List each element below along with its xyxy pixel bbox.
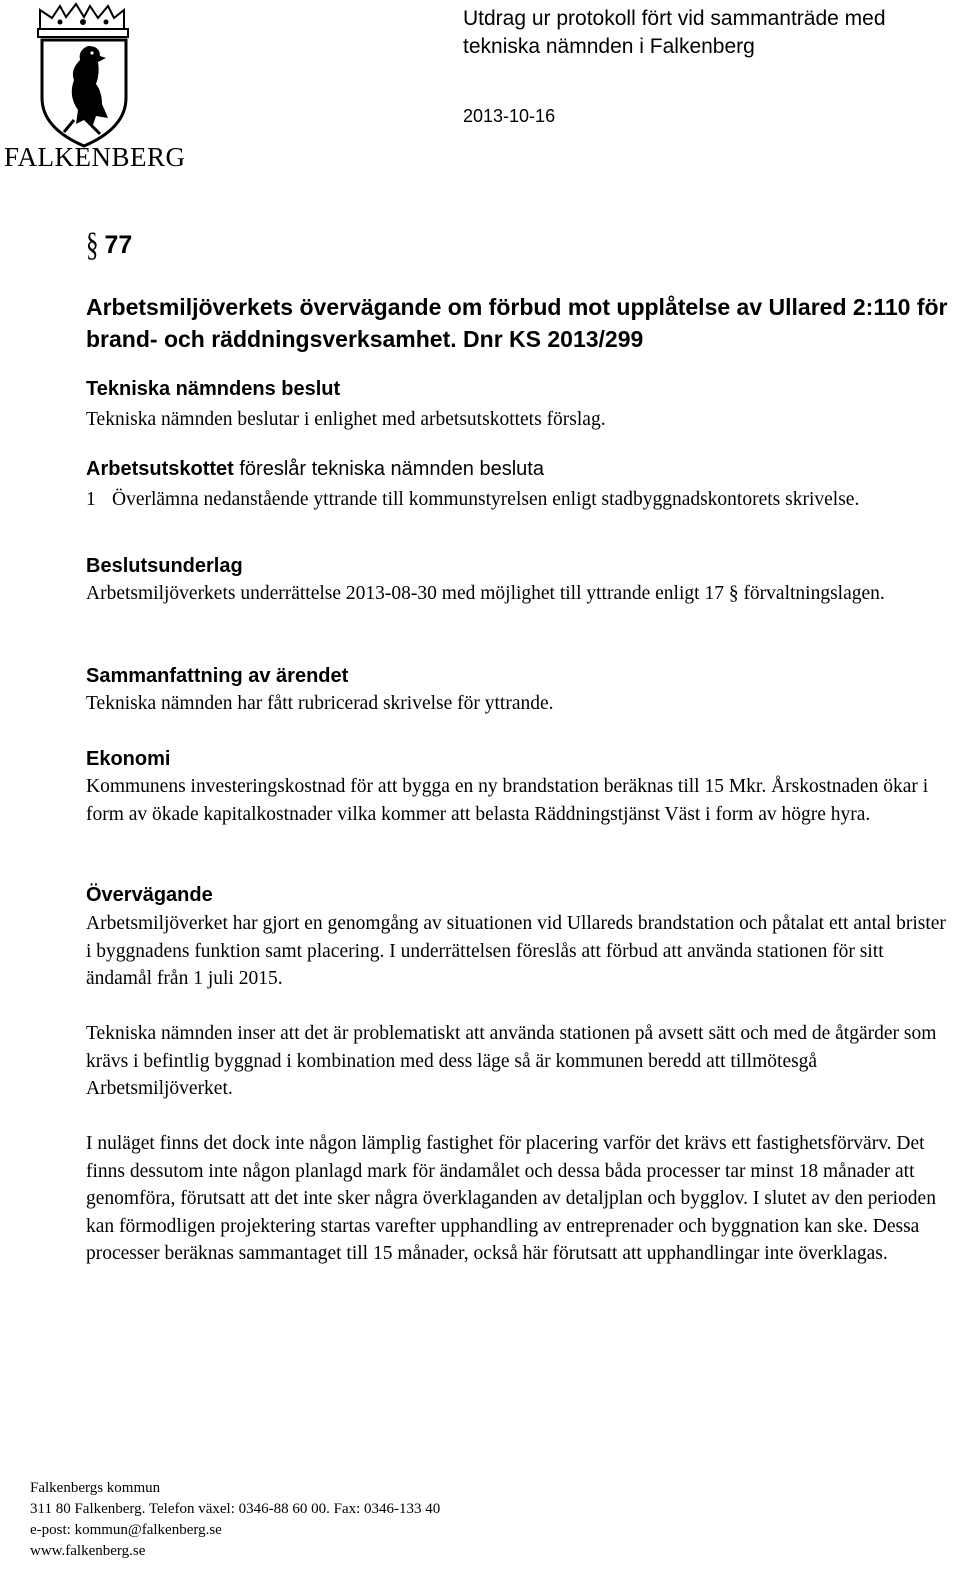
footer — [30, 1478, 440, 1562]
proposal-item-text: Överlämna nedanstående yttrande till kommunstyrelsen enligt stadbyggnadskontorets skrivelse. — [112, 489, 860, 510]
proposal-item-number: 1 — [86, 489, 96, 510]
consideration-paragraph-2: Tekniska nämnden inser att det är problematiskt att använda stationen på avsett sätt och med de åtgärder som krävs i befintlig byggnad i kombination med dess läge så är kommunen beredd att tillmötesgå Arbetsmiljöverket. — [86, 1023, 937, 1099]
consideration-paragraph-1: Arbetsmiljöverket har gjort en genomgång av situationen vid Ullareds brandstation och påtalat ett antal brister i byggnadens funktion samt placering. I underrättelsen föreslås att förbud att använda stationen för sitt ändamål från 1 juli 2015. — [86, 913, 946, 989]
paragraph-symbol: § — [86, 227, 99, 264]
economy-text: Kommunens investeringskostnad för att bygga en ny brandstation beräknas till 15 Mkr. Årskostnaden ökar i form av ökade kapitalkostnader vilka kommer att belasta Räddningstjänst Väst i form av högre hyra. — [86, 776, 929, 825]
consideration-paragraph-3: I nuläget finns det dock inte någon lämplig fastighet för placering varför det krävs ett fastighetsförvärv. Det finns dessutom inte någon planlagd mark för ändamålet och dessa båda processer tar minst 18 månader att genomföra, förutsatt att det inte sker några överklaganden av detaljplan och bygglov. I slutet av den perioden kan förmodligen projektering startas varefter upphandling av entreprenader och byggnation kan ske. Dessa processer beräknas sammantaget till 15 månader, också här förutsatt att upphandlingar inte överklagas. — [86, 1133, 936, 1264]
consideration-heading: Övervägande — [86, 884, 213, 906]
economy-heading: Ekonomi — [86, 748, 171, 770]
section-number — [86, 228, 132, 263]
section-number-value: 77 — [104, 231, 133, 259]
committee-name: Arbetsutskottet — [86, 458, 234, 480]
committee-proposal-heading — [86, 456, 544, 482]
decision-heading: Tekniska nämndens beslut — [86, 378, 341, 400]
basis-heading: Beslutsunderlag — [86, 555, 243, 577]
meeting-date: 2013-10-16 — [463, 106, 556, 126]
footer-email: e-post: kommun@falkenberg.se — [30, 1522, 222, 1538]
footer-web: www.falkenberg.se — [30, 1543, 146, 1559]
summary-heading: Sammanfattning av ärendet — [86, 665, 349, 687]
logo-wordmark: FALKENBERG — [4, 142, 186, 172]
footer-address: 311 80 Falkenberg. Telefon växel: 0346-88 60 00. Fax: 0346-133 40 — [30, 1501, 441, 1517]
proposal-list-item — [86, 486, 958, 514]
committee-proposal-rest: föreslår tekniska nämnden besluta — [233, 458, 544, 480]
case-title: Arbetsmiljöverkets övervägande om förbud mot upplåtelse av Ullared 2:110 för brand- och räddningsverksamhet. Dnr KS 2013/299 — [86, 294, 948, 352]
falkenberg-logo — [4, 0, 186, 175]
footer-org: Falkenbergs kommun — [30, 1480, 161, 1496]
protocol-header-title: Utdrag ur protokoll fört vid sammanträde med tekniska nämnden i Falkenberg — [463, 7, 886, 58]
basis-text: Arbetsmiljöverkets underrättelse 2013-08-30 med möjlighet till yttrande enligt 17 § förvaltningslagen. — [86, 583, 885, 604]
summary-text: Tekniska nämnden har fått rubricerad skrivelse för yttrande. — [86, 693, 554, 714]
decision-text: Tekniska nämnden beslutar i enlighet med arbetsutskottets förslag. — [86, 409, 606, 430]
